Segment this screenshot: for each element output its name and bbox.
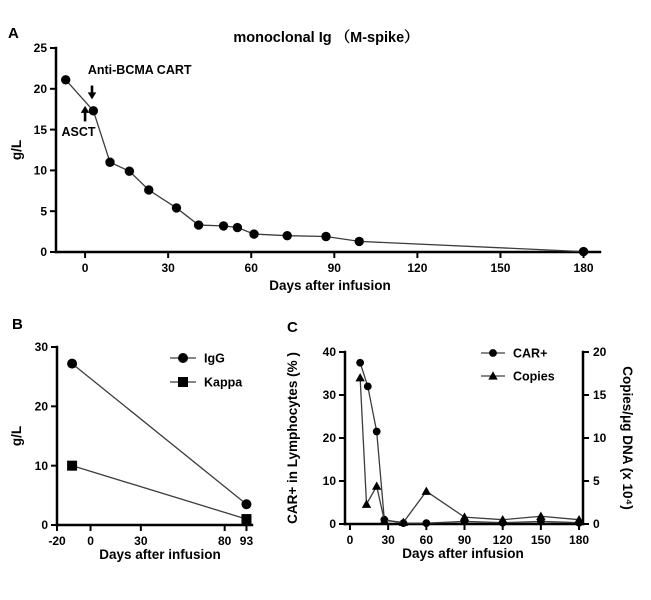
legend-label: CAR+ bbox=[513, 346, 548, 361]
y2-tick-label: 15 bbox=[593, 388, 607, 403]
x-tick-label: 120 bbox=[492, 533, 513, 547]
y-axis-label: g/L bbox=[9, 425, 24, 447]
y-tick-label: 15 bbox=[33, 122, 47, 137]
x-tick-label: 30 bbox=[381, 533, 395, 547]
panel-b-igg-kappa-chart bbox=[0, 305, 300, 600]
y-tick-label: 10 bbox=[322, 474, 336, 489]
legend bbox=[481, 346, 555, 383]
y-tick-label: 20 bbox=[33, 82, 47, 96]
y-tick-label: 30 bbox=[322, 388, 336, 403]
series-copies bbox=[355, 373, 583, 526]
x-tick-label: 0 bbox=[346, 533, 354, 547]
y2-axis-label: Copies/μg DNA (x 10⁴) bbox=[620, 366, 635, 510]
y-tick-label: 0 bbox=[40, 245, 47, 260]
panel-letter: C bbox=[287, 319, 298, 336]
x-tick-label: 93 bbox=[239, 534, 254, 548]
x-tick-label: 60 bbox=[419, 533, 434, 547]
x-tick-label: 150 bbox=[490, 261, 511, 275]
y-tick-label: 40 bbox=[322, 345, 336, 360]
chart-title: monoclonal Ig （M-spike） bbox=[233, 30, 419, 46]
annotation-label: ASCT bbox=[61, 125, 96, 140]
y-tick-label: 0 bbox=[41, 518, 48, 533]
legend-label: IgG bbox=[204, 351, 225, 366]
legend bbox=[170, 351, 243, 389]
y2-tick-label: 0 bbox=[593, 517, 600, 532]
x-tick-label: 90 bbox=[327, 261, 341, 275]
y-tick-label: 25 bbox=[33, 41, 47, 56]
panel-letter: B bbox=[12, 316, 23, 333]
legend-label: Kappa bbox=[204, 375, 243, 390]
panel-c-car-copies-chart bbox=[285, 305, 651, 600]
legend-label: Copies bbox=[513, 369, 555, 384]
annotation-label: Anti-BCMA CART bbox=[87, 63, 192, 78]
x-tick-label: 90 bbox=[457, 533, 472, 547]
y2-tick-label: 5 bbox=[593, 474, 600, 489]
y-axis-label: CAR+ in Lymphocytes (% ) bbox=[285, 352, 300, 524]
y-tick-label: 0 bbox=[329, 517, 336, 532]
x-tick-label: 30 bbox=[134, 534, 148, 548]
series-kappa bbox=[67, 461, 251, 524]
x-axis-label: Days after infusion bbox=[269, 278, 391, 293]
y-tick-label: 20 bbox=[322, 431, 336, 446]
y-tick-label: 30 bbox=[34, 340, 48, 355]
x-tick-label: -20 bbox=[48, 534, 66, 548]
series-car- bbox=[356, 359, 583, 527]
panel-letter: A bbox=[8, 25, 19, 42]
x-tick-label: 180 bbox=[569, 533, 590, 547]
series-m-spike bbox=[61, 75, 588, 256]
x-tick-label: 120 bbox=[407, 261, 428, 275]
x-tick-label: 60 bbox=[244, 261, 258, 275]
x-tick-label: 150 bbox=[530, 533, 551, 547]
x-tick-label: 0 bbox=[81, 261, 89, 275]
x-tick-label: 80 bbox=[217, 534, 232, 548]
y-tick-label: 10 bbox=[34, 458, 48, 473]
x-axis-label: Days after infusion bbox=[402, 546, 524, 561]
x-tick-label: 0 bbox=[87, 534, 94, 548]
y2-tick-label: 20 bbox=[593, 345, 607, 360]
y2-tick-label: 10 bbox=[593, 431, 607, 446]
y-axis-label: g/L bbox=[9, 139, 24, 161]
y-tick-label: 5 bbox=[40, 204, 47, 219]
axes bbox=[35, 340, 254, 548]
y-tick-label: 10 bbox=[33, 163, 47, 178]
x-tick-label: 180 bbox=[573, 261, 594, 275]
x-tick-label: 30 bbox=[161, 261, 175, 275]
y-tick-label: 20 bbox=[34, 399, 48, 414]
x-axis-label: Days after infusion bbox=[99, 547, 221, 562]
